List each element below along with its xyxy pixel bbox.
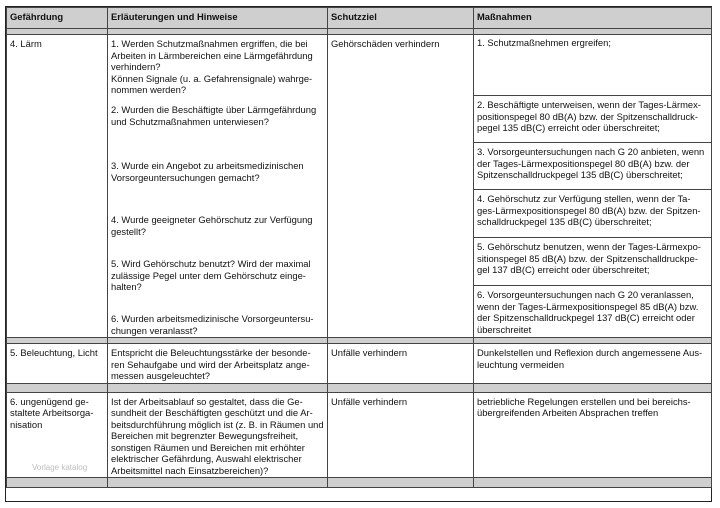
- risk-assessment-table: [6, 7, 712, 488]
- question-5: 5. Wird Gehörschutz benutzt? Wird der maximal zulässige Pegel unter dem Gehörschutz einge-halten?: [111, 258, 311, 292]
- protection-goal-text: Unfälle verhindern: [331, 395, 408, 407]
- measure-5-box: [474, 238, 711, 286]
- hazard-cell: [7, 35, 108, 338]
- measure-3-box: [474, 143, 711, 190]
- header-measures: Maßnahmen: [474, 8, 712, 29]
- measure-text: Dunkelstellen und Reflexion durch angemessene Aus-leuchtung vermeiden: [477, 347, 703, 370]
- question-6: 6. Wurden arbeitsmedizinische Vorsorgeuntersu-chungen veranlasst?: [111, 313, 314, 336]
- question-2: 2. Wurden die Beschäftigte über Lärmgefährdung und Schutzmaßnahmen unterwiesen?: [111, 104, 317, 127]
- measure-5: 5. Gehörschutz benutzen, wenn der Tages-Lärmexpo-sitionspegel 85 dB(A) bzw. der Spitzenschalldruckpe-gel 137 dB(C) erreicht oder überschreitet;: [477, 241, 701, 275]
- measure-2: 2. Beschäftigte unterweisen, wenn der Tages-Lärmex-positionspegel 80 dB(A) bzw. der Spitzenschalldruck-pegel 135 dB(C) erreicht oder überschreitet;: [477, 99, 701, 133]
- measures-cell: [474, 344, 712, 384]
- header-hazard: Gefährdung: [7, 8, 108, 29]
- question-4: 4. Wurde geeigneter Gehörschutz zur Verfügung gestellt?: [111, 214, 313, 237]
- measure-3: 3. Vorsorgeuntersuchungen nach G 20 anbieten, wenn der Tages-Lärmexpositionspegel 80 dB(A) bzw. der Spitzenschalldruckpegel 135 dB(C) überschreitet;: [477, 146, 705, 180]
- watermark-text: Vorlage katalog: [32, 463, 88, 472]
- table-header-row: [7, 8, 712, 29]
- explanations-cell: [108, 344, 328, 384]
- protection-goal-cell: [328, 392, 474, 478]
- measure-1: 1. Schutzmaßnehmen ergreifen;: [477, 37, 611, 48]
- header-explanations: Erläuterungen und Hinweise: [108, 8, 328, 29]
- table-row: [7, 344, 712, 384]
- protection-goal-cell: [328, 344, 474, 384]
- measure-text: betriebliche Regelungen erstellen und bei bereichs-übergreifenden Arbeiten Absprachen treffen: [477, 395, 691, 418]
- measure-2-box: [474, 96, 711, 143]
- measure-6-box: [474, 286, 711, 335]
- table-row: [7, 392, 712, 478]
- measure-6: 6. Vorsorgeuntersuchungen nach G 20 veranlassen, wenn der Tages-Lärmexpositionspegel 85 dB(A) bzw. der Spitzenschalldruckpegel 137 dB(C) erreicht oder überschreitet: [477, 289, 699, 335]
- measure-4: 4. Gehörschutz zur Verfügung stellen, wenn der Ta-ges-Lärmexpositionspegel 80 dB(A) bzw. der Spitzen-schalldruckpegel 135 dB(C) überschreitet;: [477, 193, 701, 227]
- row-spacer: [7, 383, 712, 392]
- measure-4-box: [474, 190, 711, 238]
- header-protection-goal: Schutzziel: [328, 8, 474, 29]
- explanations-cell: [108, 35, 328, 338]
- explanation-text: Ist der Arbeitsablauf so gestaltet, dass die Ge-sundheit der Beschäftigten geschützt und die Ar-beitsdurchführung möglich ist (z. B. in Räumen und Bereichen mit begrenzter Bewegungsfreiheit, sonstigen Räumen und Bereichen mit erhöhter elektrischer Gefährdung, Auswahl elektrischer Arbeitsmittel nach Einsatzbereichen)?: [111, 395, 324, 476]
- protection-goal-cell: [328, 35, 474, 338]
- protection-goal-text: Unfälle verhindern: [331, 347, 408, 358]
- hazard-label: 4. Lärm: [10, 38, 42, 49]
- hazard-cell: [7, 344, 108, 384]
- question-1: 1. Werden Schutzmaßnahmen ergriffen, die bei Arbeiten in Lärmbereichen eine Lärmgefährdung verhindern? Können Signale (u. a. Gefahrensignale) wahrge-nommen werden?: [111, 38, 313, 95]
- explanations-cell: [108, 392, 328, 478]
- row-spacer: [7, 478, 712, 488]
- table-row: [7, 35, 712, 338]
- measures-cell: [474, 392, 712, 478]
- measure-1-box: [474, 35, 711, 96]
- hazard-label: 6. ungenügend ge-staltete Arbeitsorga-nisation: [10, 395, 94, 430]
- question-3: 3. Wurde ein Angebot zu arbeitsmedizinischen Vorsorgeuntersuchungen gemacht?: [111, 160, 304, 183]
- protection-goal-text: Gehörschäden verhindern: [331, 38, 440, 49]
- explanation-text: Entspricht die Beleuchtungsstärke der besonde-ren Sehaufgabe und wird der Arbeitsplatz ange-messen ausgeleuchtet?: [111, 347, 311, 381]
- hazard-label: 5. Beleuchtung, Licht: [10, 347, 98, 358]
- measures-cell: [474, 35, 712, 338]
